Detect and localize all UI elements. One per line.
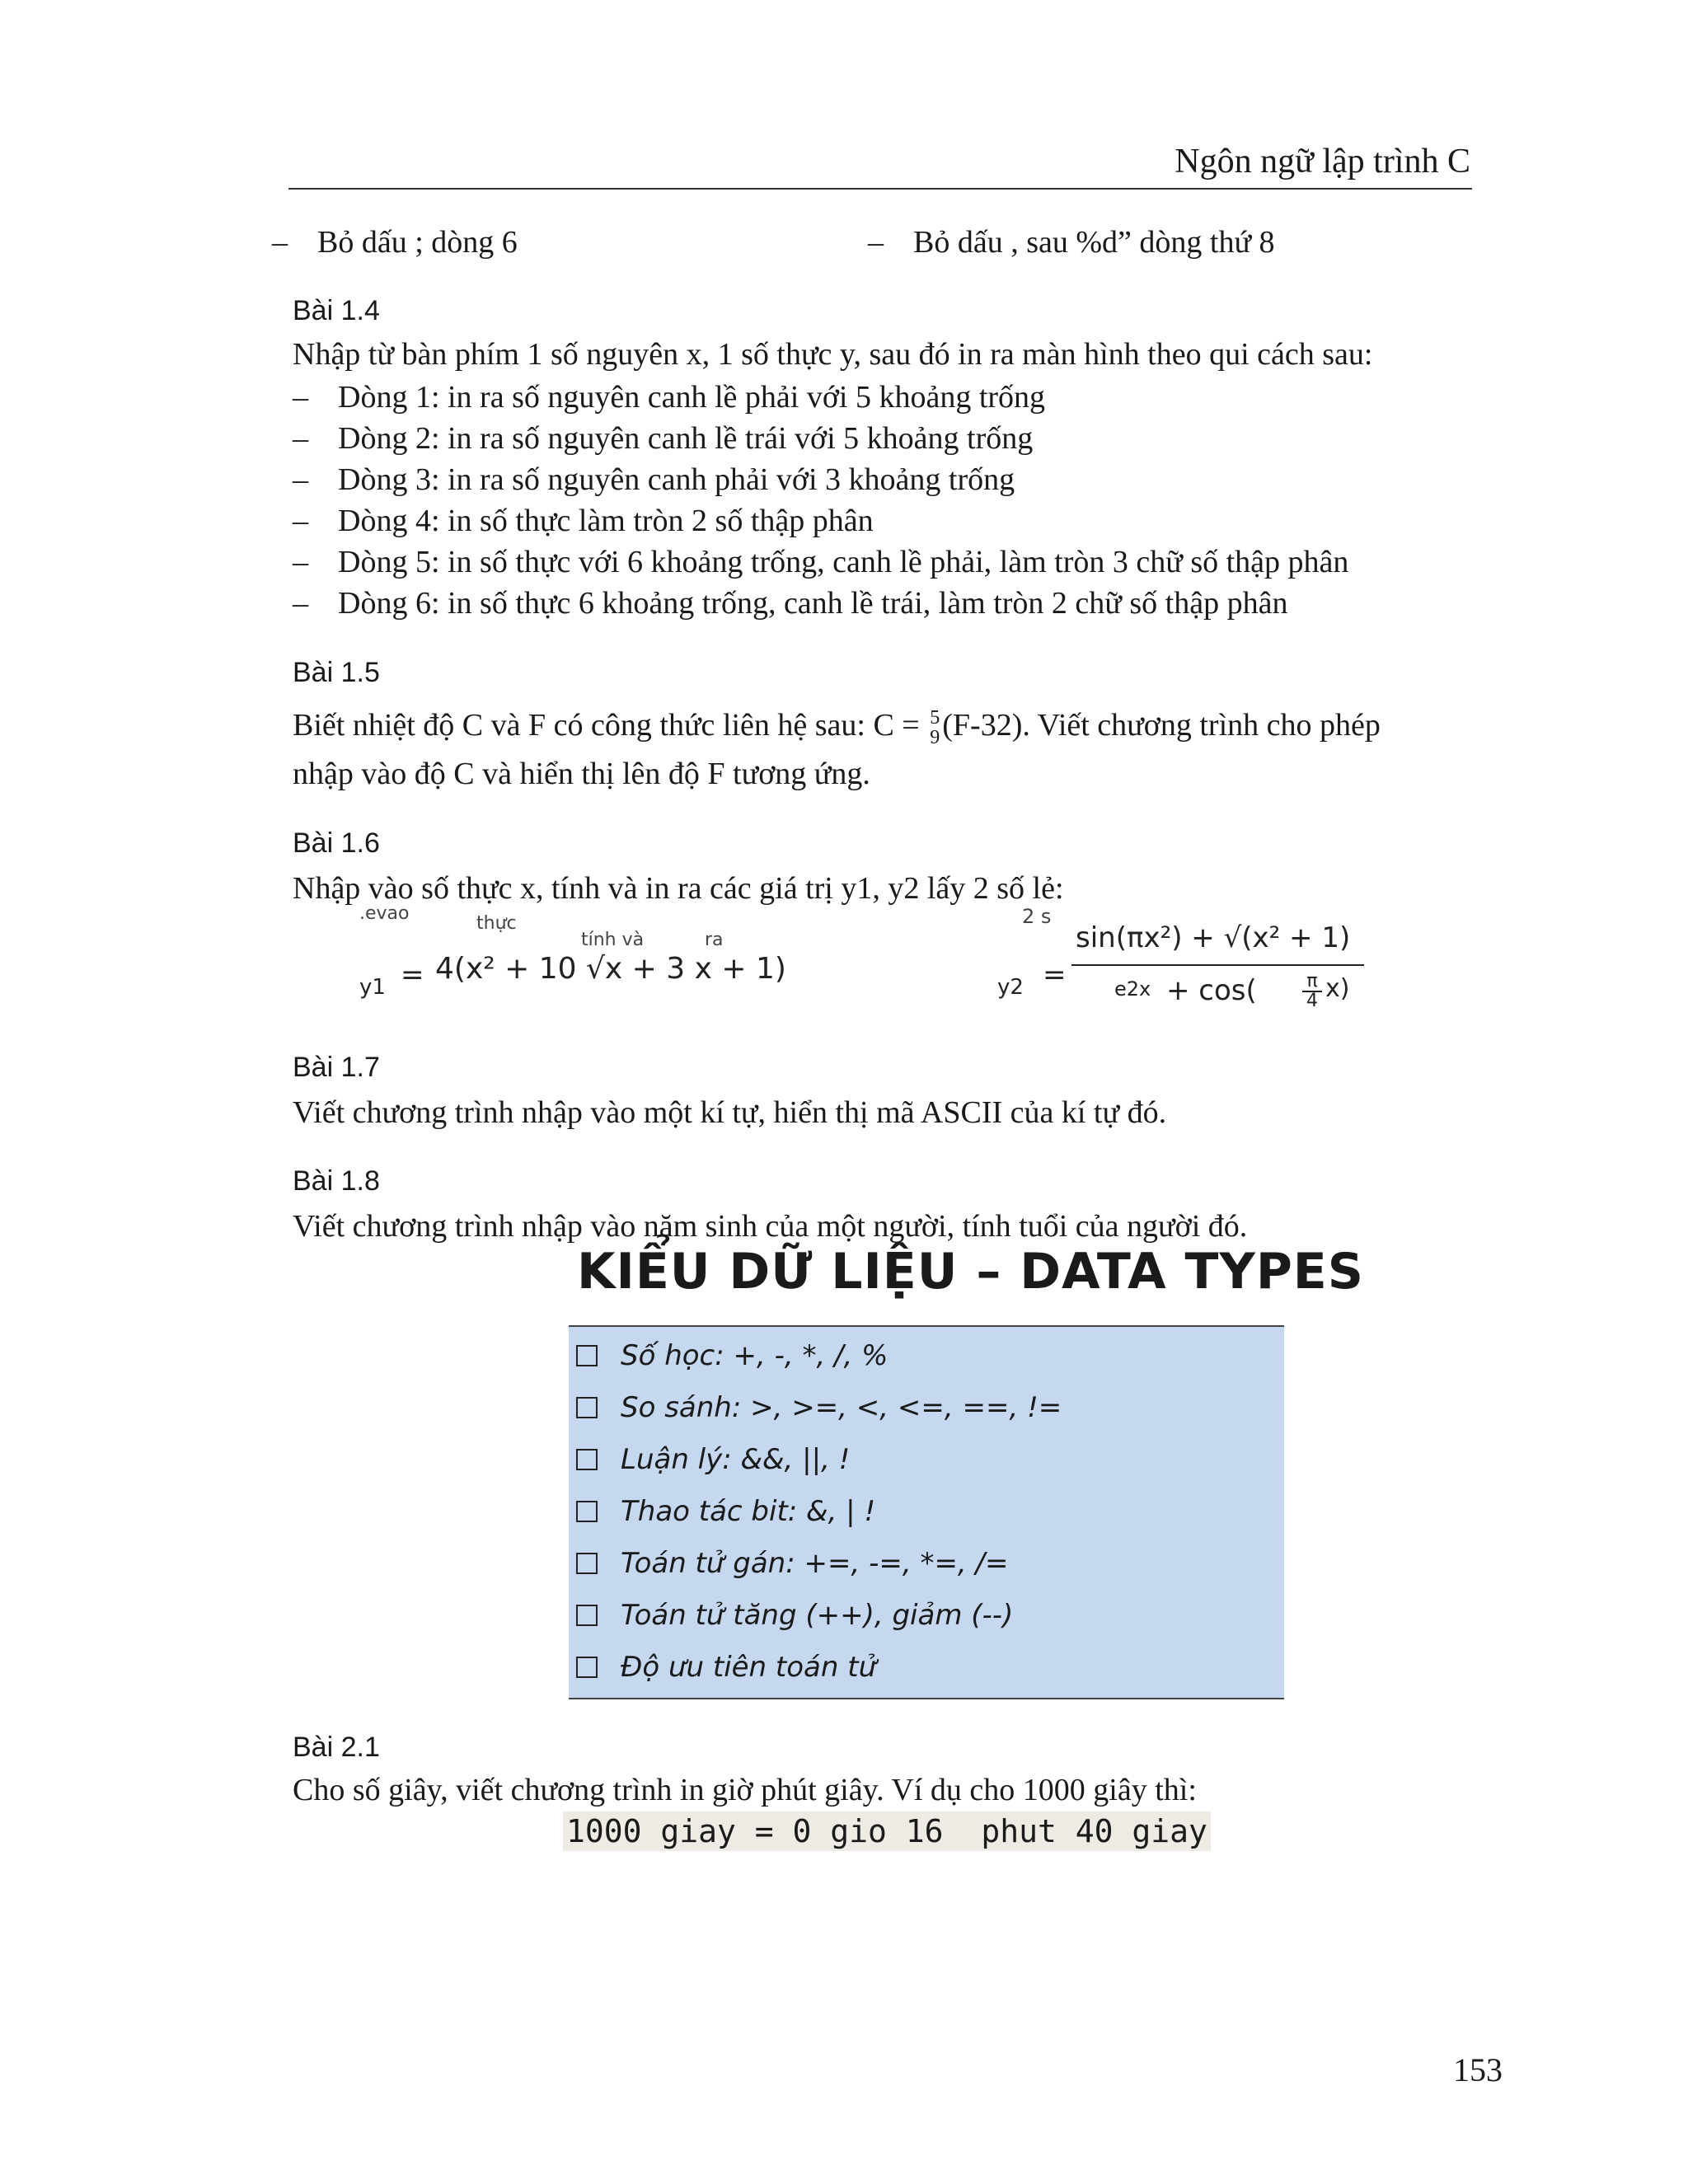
list-item [293,459,1348,500]
exercise-2-1-text: Cho số giây, viết chương trình in giờ phút giây. Ví dụ cho 1000 giây thì: [293,1773,1197,1807]
exercise-1-4-list [293,377,1348,624]
dash: – [293,545,308,579]
operator-item [569,1537,1284,1589]
exercise-1-4-label: Bài 1.4 [293,295,380,326]
list-item [293,541,1348,583]
fraction-numerator: 5 [930,707,940,729]
checkbox-icon [576,1449,598,1470]
checkbox-icon [576,1605,598,1626]
top-item-1 [272,224,518,260]
y1-label: y1 [359,975,386,1000]
exercise-1-6-label: Bài 1.6 [293,827,380,859]
y2-denominator-end: x) [1325,974,1350,1003]
operator-item [569,1433,1284,1485]
code-example: 1000 giay = 0 gio 16 phut 40 giay [563,1811,1211,1851]
exercise-1-8-label: Bài 1.8 [293,1165,380,1197]
operator-item-text: Toán tử tăng (++), giảm (--) [621,1598,1014,1632]
pi-over-four-fraction [1302,972,1322,1010]
list-item [293,583,1348,624]
formula-artifact: thực [476,913,517,934]
dash: – [293,504,308,538]
page-number: 153 [1453,2051,1503,2088]
fraction-numerator: π [1306,971,1318,991]
fraction-denominator: 9 [930,727,940,749]
operator-item [569,1381,1284,1433]
top-item-2-text: Bỏ dấu , sau %d” dòng thứ 8 [913,225,1275,260]
list-item [293,377,1348,418]
operator-item-text: So sánh: >, >=, <, <=, ==, != [621,1390,1062,1424]
y2-numerator: sin(πx²) + √(x² + 1) [1076,921,1351,954]
dash: – [868,225,884,260]
y1-equals: = [401,958,424,991]
y2-equals: = [1043,958,1067,991]
exercise-2-1-label: Bài 2.1 [293,1732,380,1763]
exercise-1-4-intro: Nhập từ bàn phím 1 số nguyên x, 1 số thực y, sau đó in ra màn hình theo qui cách sau: [293,337,1373,372]
dash: – [293,380,308,415]
exercise-1-5-line1 [293,707,1381,748]
operator-item [569,1329,1284,1381]
list-item [293,500,1348,541]
operator-item-text: Luận lý: &&, ||, ! [621,1442,851,1476]
exercise-1-5-text-post: (F-32). Viết chương trình cho phép [942,708,1381,743]
exercise-1-5-text-pre: Biết nhiệt độ C và F có công thức liên hệ sau: C = [293,708,928,743]
checkbox-icon [576,1501,598,1522]
y2-label: y2 [997,975,1024,1000]
header-divider [288,188,1472,190]
exercise-1-5-label: Bài 1.5 [293,657,380,688]
exercise-1-7-text: Viết chương trình nhập vào một kí tự, hiển thị mã ASCII của kí tự đó. [293,1095,1167,1130]
operator-item [569,1589,1284,1641]
checkbox-icon [576,1553,598,1574]
checkbox-icon [576,1397,598,1418]
formula-artifact: ra [705,930,724,950]
list-item-text: Dòng 5: in số thực với 6 khoảng trống, canh lề phải, làm tròn 3 chữ số thập phân [338,545,1349,579]
exercise-1-8-text: Viết chương trình nhập vào năm sinh của một người, tính tuổi của người đó. [293,1209,1248,1244]
running-header-title: Ngôn ngữ lập trình C [1175,143,1470,180]
list-item-text: Dòng 6: in số thực 6 khoảng trống, canh lề trái, làm tròn 2 chữ số thập phân [338,586,1288,621]
top-item-1-text: Bỏ dấu ; dòng 6 [317,225,518,260]
dash: – [293,586,308,621]
dash: – [293,462,308,497]
list-item-text: Dòng 3: in ra số nguyên canh phải với 3 khoảng trống [338,462,1015,497]
checkbox-icon [576,1345,598,1366]
fraction-denominator: 4 [1302,991,1322,1010]
y1-expression: 4(x² + 10 √x + 3 x + 1) [435,952,786,986]
list-item-text: Dòng 2: in ra số nguyên canh lề trái với 5 khoảng trống [338,421,1034,456]
exercise-1-5-line2: nhập vào độ C và hiển thị lên độ F tương ứng. [293,757,870,791]
operator-item-text: Độ ưu tiên toán tử [621,1650,877,1684]
data-types-title: KIỂU DỮ LIỆU – DATA TYPES [577,1243,1364,1301]
operators-list-box [569,1325,1284,1699]
fraction-bar [1071,964,1364,966]
operator-item [569,1641,1284,1693]
operator-item [569,1485,1284,1537]
dash: – [293,421,308,456]
five-ninths-fraction [930,708,940,748]
exercise-1-7-label: Bài 1.7 [293,1052,380,1083]
dash: – [272,225,288,260]
checkbox-icon [576,1657,598,1678]
operator-item-text: Toán tử gán: +=, -=, *=, /= [621,1546,1009,1580]
top-item-2 [868,224,1275,260]
y2-denominator-exp: e2x [1114,977,1151,1001]
formula-artifact: tính và [581,930,645,950]
y2-denominator-cos: + cos( [1166,974,1257,1007]
formula-artifact: .evao [359,903,410,924]
list-item [293,418,1348,459]
operator-item-text: Thao tác bit: &, | ! [621,1494,876,1528]
list-item-text: Dòng 4: in số thực làm tròn 2 số thập phân [338,504,874,538]
exercise-1-6-intro: Nhập vào số thực x, tính và in ra các giá trị y1, y2 lấy 2 số lẻ: [293,871,1064,906]
list-item-text: Dòng 1: in ra số nguyên canh lề phải với 5 khoảng trống [338,380,1046,415]
formula-artifact: 2 s [1022,905,1052,928]
operator-item-text: Số học: +, -, *, /, % [621,1338,889,1372]
